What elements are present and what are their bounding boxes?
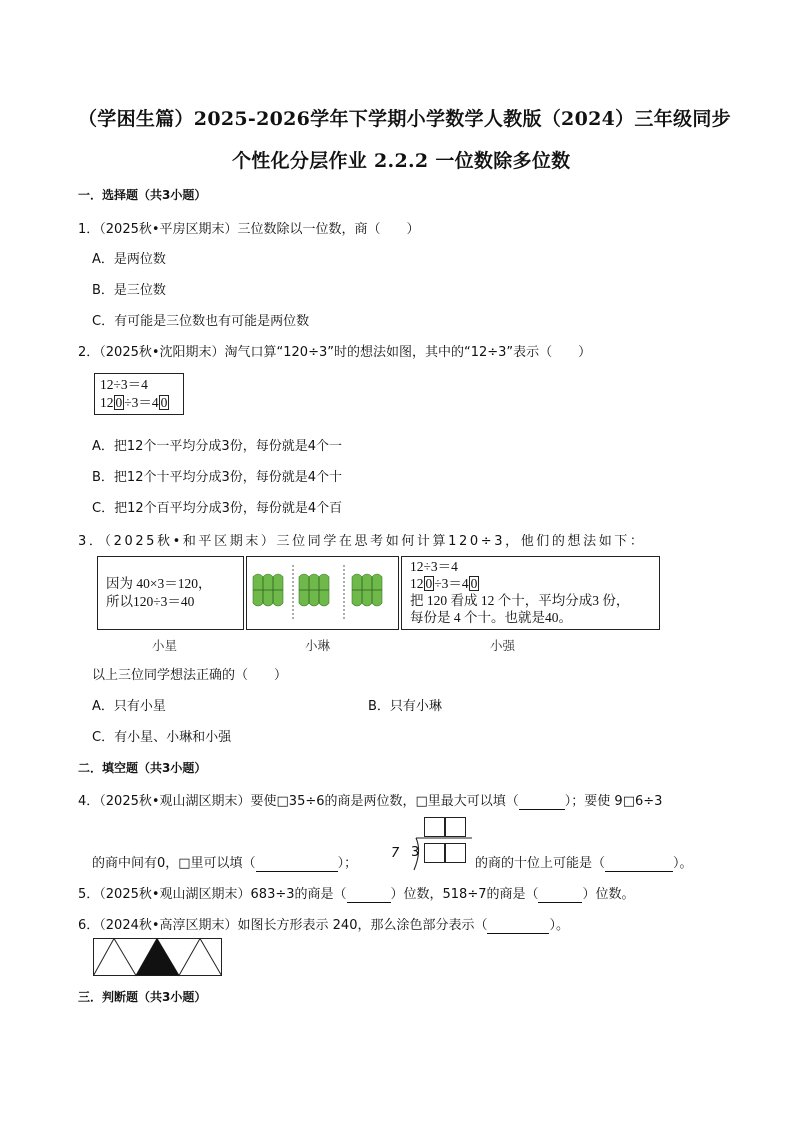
dividend-box-2[interactable] bbox=[445, 843, 466, 863]
rectangle-triangles-figure bbox=[93, 938, 223, 978]
question-3-caption-xiaoxing: 小星 bbox=[152, 638, 178, 653]
dividend-box-1[interactable] bbox=[424, 843, 445, 863]
page-title-line1: （学困生篇）2025-2026学年下学期小学数学人教版（2024）三年级同步 bbox=[78, 108, 731, 130]
question-2-figure-boxed-zero-2: 0 bbox=[160, 395, 168, 410]
question-3-option-a: A．只有小星 bbox=[92, 699, 166, 714]
question-2-text: 2．（2025秋•沈阳期末）淘气口算“120÷3”时的想法如图，其中的“12÷3”表示（ ） bbox=[78, 345, 592, 360]
question-4-line2 bbox=[92, 852, 357, 872]
question-6-part2: ）。 bbox=[549, 918, 569, 933]
question-3-fig3-boxed-zero: 0 bbox=[425, 576, 433, 591]
question-3-fig1-line2: 所以120÷3＝40 bbox=[106, 594, 195, 609]
question-3-fig3-boxed-zero-2: 0 bbox=[470, 576, 478, 591]
section-heading-judgement: 三．判断题（共3小题） bbox=[78, 990, 207, 1004]
question-3-fig1-line1: 因为 40×3＝120， bbox=[106, 576, 212, 591]
question-2-option-c: C．把12个百平均分成3份，每份就是4个百 bbox=[92, 501, 343, 516]
question-2-option-a: A．把12个一平均分成3份，每份就是4个一 bbox=[92, 439, 342, 454]
question-3-fig3-line2 bbox=[410, 575, 479, 593]
question-3-fig3-line2-b: ÷3＝4 bbox=[434, 576, 469, 591]
question-2-figure-line2-b: ÷3＝4 bbox=[124, 395, 159, 410]
question-4-part2-end: ）； bbox=[337, 856, 358, 871]
question-6-blank[interactable] bbox=[487, 918, 549, 934]
question-1-option-a: A．是两位数 bbox=[92, 252, 166, 267]
question-3-option-c: C．有小星、小琳和小强 bbox=[92, 730, 232, 745]
question-3-fig3-line3: 把 120 看成 12 个十，平均分成3 份， bbox=[410, 593, 630, 608]
question-2-option-b: B．把12个十平均分成3份，每份就是4个十 bbox=[92, 470, 343, 485]
question-5-line bbox=[78, 883, 635, 903]
question-2-figure-line2 bbox=[100, 394, 169, 412]
question-4-part1: 4．（2025秋•观山湖区期末）要使□35÷6的商是两位数，□里最大可以填（ bbox=[78, 794, 519, 809]
question-3-caption-xiaolin: 小琳 bbox=[305, 638, 331, 653]
question-3-figure-xiaolin bbox=[246, 556, 399, 630]
question-3-option-b: B．只有小琳 bbox=[368, 699, 442, 714]
question-2-figure-line1: 12÷3＝4 bbox=[100, 377, 148, 392]
question-4-part1-end: ）；要使 9□6÷3 bbox=[564, 794, 663, 809]
long-division-dividend-digit: 3 bbox=[411, 845, 420, 860]
question-3-fig3-line2-a: 12 bbox=[410, 576, 424, 591]
question-1-option-c: C．有可能是三位数也有可能是两位数 bbox=[92, 314, 310, 329]
question-3-figure-xiaoxing bbox=[97, 556, 244, 630]
question-4-part3-end: ）。 bbox=[673, 856, 693, 871]
question-3-figure-xiaoqiang bbox=[401, 556, 660, 630]
page-title-line2: 个性化分层作业 2.2.2 一位数除多位数 bbox=[232, 150, 571, 172]
quotient-box-2[interactable] bbox=[445, 817, 466, 837]
question-4-blank-3[interactable] bbox=[605, 856, 673, 872]
question-4-line3 bbox=[475, 852, 693, 872]
question-3-text: 3．（2025秋•和平区期末）三位同学在思考如何计算120÷3，他们的想法如下： bbox=[78, 534, 646, 549]
question-4-part2: 的商中间有0，□里可以填（ bbox=[92, 856, 256, 871]
question-5-part2: ）位数，518÷7的商是（ bbox=[390, 887, 539, 902]
question-6-line bbox=[78, 914, 569, 934]
question-3-fig3-line1: 12÷3＝4 bbox=[410, 559, 458, 574]
question-1-text: 1．（2025秋•平房区期末）三位数除以一位数，商（ ） bbox=[78, 222, 420, 237]
question-4-blank-2[interactable] bbox=[256, 856, 338, 872]
question-2-figure bbox=[94, 373, 184, 415]
question-1-option-b: B．是三位数 bbox=[92, 283, 166, 298]
question-4-part3: 的商的十位上可能是（ bbox=[475, 856, 606, 871]
quotient-box-1[interactable] bbox=[424, 817, 445, 837]
question-2-figure-line2-a: 12 bbox=[100, 395, 114, 410]
question-4-blank-1[interactable] bbox=[519, 794, 565, 810]
question-3-caption-xiaoqiang: 小强 bbox=[490, 638, 516, 653]
question-2-figure-boxed-zero: 0 bbox=[115, 395, 123, 410]
question-6-part1: 6．（2024秋•高淳区期末）如图长方形表示 240，那么涂色部分表示（ bbox=[78, 918, 488, 933]
question-5-blank-2[interactable] bbox=[538, 887, 582, 903]
bundles-of-sticks-icon bbox=[247, 557, 398, 629]
long-division-divisor: 7 bbox=[391, 846, 400, 861]
section-heading-fill-in: 二．填空题（共3小题） bbox=[78, 761, 207, 775]
question-5-blank-1[interactable] bbox=[347, 887, 391, 903]
question-4-line1 bbox=[78, 790, 662, 810]
question-5-part1: 5．（2025秋•观山湖区期末）683÷3的商是（ bbox=[78, 887, 347, 902]
question-5-part3: ）位数。 bbox=[582, 887, 635, 902]
section-heading-choice: 一．选择题（共3小题） bbox=[78, 188, 207, 202]
question-3-prompt: 以上三位同学想法正确的（ ） bbox=[92, 668, 288, 683]
question-3-fig3-line4: 每份是 4 个十。也就是40。 bbox=[410, 610, 572, 625]
